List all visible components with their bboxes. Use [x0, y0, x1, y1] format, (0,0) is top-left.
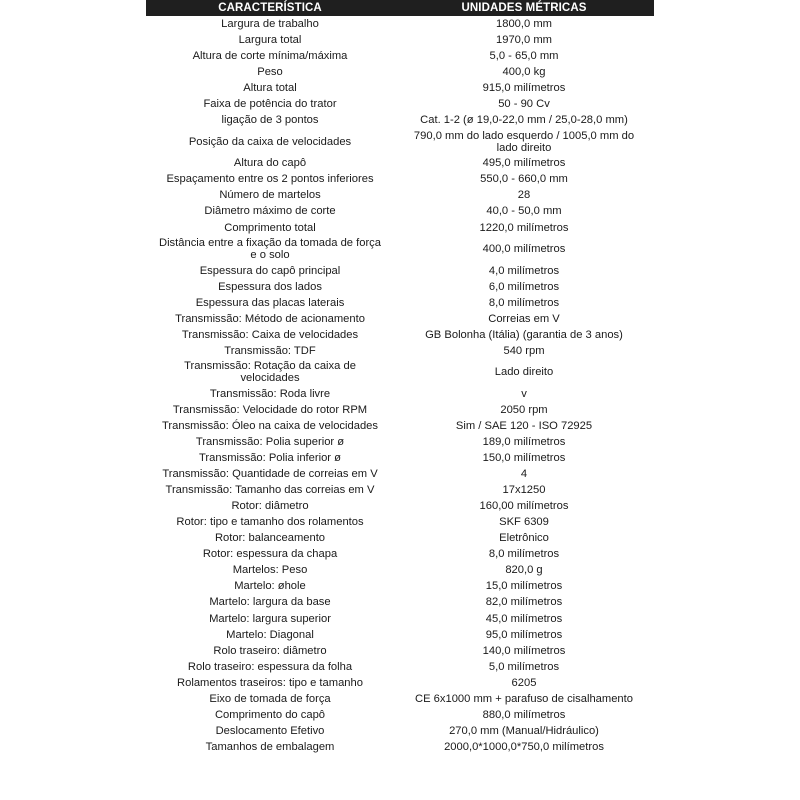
characteristic-cell: Altura total — [243, 82, 297, 95]
metric-value-cell: 8,0 milímetros — [488, 296, 560, 309]
metric-value-cell: 270,0 mm (Manual/Hidráulico) — [449, 724, 599, 737]
table-header-row — [146, 0, 654, 16]
table-row — [146, 16, 654, 32]
characteristic-cell: ligação de 3 pontos — [221, 114, 319, 127]
table-row — [146, 691, 654, 707]
characteristic-cell: Rotor: espessura da chapa — [202, 548, 338, 561]
header-metric-units: UNIDADES MÉTRICAS — [394, 0, 654, 16]
characteristic-cell: Transmissão: Óleo na caixa de velocidades — [162, 419, 378, 432]
metric-value-cell: 880,0 milímetros — [482, 708, 566, 721]
metric-value-cell: 150,0 milímetros — [482, 452, 566, 465]
characteristic-cell: Martelo: øhole — [234, 580, 306, 593]
header-characteristic: CARACTERÍSTICA — [146, 0, 394, 16]
metric-value-cell: 5,0 - 65,0 mm — [489, 50, 559, 63]
table-row — [146, 263, 654, 279]
table-row — [146, 236, 654, 263]
table-row — [146, 578, 654, 594]
metric-value-cell: CE 6x1000 mm + parafuso de cisalhamento — [415, 692, 633, 705]
metric-value-cell: Cat. 1-2 (ø 19,0-22,0 mm / 25,0-28,0 mm) — [420, 114, 628, 127]
metric-value-cell: 1970,0 mm — [496, 34, 552, 47]
table-row — [146, 203, 654, 219]
metric-value-cell: 160,00 milímetros — [479, 500, 569, 513]
characteristic-cell: Distância entre a fixação da tomada de força e o solo — [158, 237, 381, 262]
metric-value-cell: 820,0 g — [505, 564, 543, 577]
characteristic-cell: Transmissão: Método de acionamento — [175, 312, 365, 325]
characteristic-cell: Rolamentos traseiros: tipo e tamanho — [177, 676, 363, 689]
metric-value-cell: 550,0 - 660,0 mm — [480, 173, 568, 186]
characteristic-cell: Rotor: tipo e tamanho dos rolamentos — [176, 516, 364, 529]
characteristic-cell: Transmissão: Polia superior ø — [195, 436, 345, 448]
characteristic-cell: Martelos: Peso — [232, 564, 308, 577]
table-row — [146, 155, 654, 171]
characteristic-cell: Diâmetro máximo de corte — [204, 205, 336, 218]
metric-value-cell: 1800,0 mm — [496, 18, 552, 31]
table-row — [146, 450, 654, 466]
table-row — [146, 187, 654, 203]
characteristic-cell: Transmissão: Quantidade de correias em V — [162, 468, 378, 481]
table-row — [146, 514, 654, 530]
table-row — [146, 327, 654, 343]
table-row — [146, 64, 654, 80]
table-row — [146, 279, 654, 295]
metric-value-cell: 17x1250 — [502, 484, 546, 497]
metric-value-cell: 495,0 milímetros — [482, 157, 566, 170]
metric-value-cell: 15,0 milímetros — [485, 580, 563, 593]
metric-value-cell: GB Bolonha (Itália) (garantia de 3 anos) — [425, 328, 623, 341]
metric-value-cell: 8,0 milímetros — [488, 548, 560, 561]
metric-value-cell: SKF 6309 — [499, 516, 549, 529]
characteristic-cell: Espaçamento entre os 2 pontos inferiores — [166, 173, 374, 186]
characteristic-cell: Número de martelos — [219, 189, 321, 202]
metric-value-cell: Correias em V — [488, 312, 560, 325]
characteristic-cell: Martelo: largura superior — [209, 612, 331, 625]
table-row — [146, 128, 654, 155]
characteristic-cell: Comprimento do capô — [214, 708, 326, 721]
metric-value-cell: 50 - 90 Cv — [498, 98, 550, 111]
table-row — [146, 32, 654, 48]
metric-value-cell: 1220,0 milímetros — [479, 221, 569, 234]
table-row — [146, 295, 654, 311]
metric-value-cell: 189,0 milímetros — [482, 436, 566, 448]
metric-value-cell: 40,0 - 50,0 mm — [486, 205, 562, 218]
metric-value-cell: 4,0 milímetros — [488, 264, 560, 277]
table-row — [146, 594, 654, 610]
metric-value-cell: 140,0 milímetros — [482, 644, 566, 657]
table-row — [146, 643, 654, 659]
metric-value-cell: 400,0 milímetros — [482, 243, 566, 256]
characteristic-cell: Faixa de potência do trator — [203, 98, 337, 111]
metric-value-cell: Lado direito — [494, 366, 554, 379]
metric-value-cell: 400,0 kg — [502, 66, 546, 79]
characteristic-cell: Espessura do capô principal — [199, 264, 341, 277]
characteristic-cell: Transmissão: Velocidade do rotor RPM — [172, 403, 368, 416]
characteristic-cell: Eixo de tomada de força — [209, 692, 331, 705]
characteristic-cell: Deslocamento Efetivo — [215, 724, 325, 737]
table-row — [146, 386, 654, 402]
table-row — [146, 220, 654, 236]
metric-value-cell: 45,0 milímetros — [485, 612, 563, 625]
table-row — [146, 359, 654, 386]
characteristic-cell: Rotor: diâmetro — [231, 500, 309, 513]
table-row — [146, 434, 654, 450]
table-row — [146, 466, 654, 482]
characteristic-cell: Espessura das placas laterais — [195, 296, 345, 309]
characteristic-cell: Transmissão: Polia inferior ø — [199, 452, 341, 465]
table-row — [146, 171, 654, 187]
table-row — [146, 611, 654, 627]
table-row — [146, 311, 654, 327]
metric-value-cell: v — [521, 387, 527, 400]
metric-value-cell: 6205 — [511, 676, 537, 689]
table-row — [146, 546, 654, 562]
metric-value-cell: 915,0 milímetros — [482, 82, 566, 95]
table-row — [146, 343, 654, 359]
table-row — [146, 96, 654, 112]
metric-value-cell: 2000,0*1000,0*750,0 milímetros — [444, 740, 604, 753]
characteristic-cell: Transmissão: Tamanho das correias em V — [165, 484, 375, 497]
table-body — [146, 16, 654, 755]
metric-value-cell: 82,0 milímetros — [485, 596, 563, 609]
characteristic-cell: Transmissão: Roda livre — [209, 387, 331, 400]
table-row — [146, 418, 654, 434]
metric-value-cell: 95,0 milímetros — [485, 628, 563, 641]
characteristic-cell: Transmissão: Caixa de velocidades — [181, 328, 359, 341]
table-row — [146, 739, 654, 755]
table-row — [146, 530, 654, 546]
table-row — [146, 80, 654, 96]
characteristic-cell: Rolo traseiro: diâmetro — [213, 644, 327, 657]
characteristic-cell: Transmissão: TDF — [224, 344, 316, 357]
table-row — [146, 48, 654, 64]
characteristic-cell: Comprimento total — [224, 221, 316, 234]
characteristic-cell: Altura do capô — [233, 157, 307, 170]
metric-value-cell: 790,0 mm do lado esquerdo / 1005,0 mm do lado direito — [413, 129, 635, 154]
characteristic-cell: Peso — [257, 66, 283, 79]
metric-value-cell: 4 — [520, 468, 528, 481]
table-row — [146, 659, 654, 675]
table-row — [146, 402, 654, 418]
metric-value-cell: Eletrônico — [499, 532, 549, 545]
characteristic-cell: Rolo traseiro: espessura da folha — [187, 660, 353, 673]
characteristic-cell: Martelo: largura da base — [209, 596, 331, 609]
table-row — [146, 562, 654, 578]
metric-value-cell: Sim / SAE 120 - ISO 72925 — [455, 419, 593, 432]
metric-value-cell: 28 — [517, 189, 531, 202]
spec-table — [146, 0, 654, 755]
characteristic-cell: Martelo: Diagonal — [226, 628, 314, 641]
metric-value-cell: 2050 rpm — [500, 403, 548, 416]
table-row — [146, 482, 654, 498]
characteristic-cell: Tamanhos de embalagem — [205, 740, 335, 753]
metric-value-cell: 5,0 milímetros — [488, 660, 560, 673]
metric-value-cell: 540 rpm — [503, 344, 545, 357]
table-row — [146, 498, 654, 514]
table-row — [146, 627, 654, 643]
characteristic-cell: Largura de trabalho — [221, 18, 319, 31]
characteristic-cell: Altura de corte mínima/máxima — [192, 50, 348, 63]
table-row — [146, 675, 654, 691]
characteristic-cell: Transmissão: Rotação da caixa de velocidades — [184, 360, 356, 385]
table-row — [146, 707, 654, 723]
characteristic-cell: Rotor: balanceamento — [214, 532, 326, 545]
table-row — [146, 723, 654, 739]
characteristic-cell: Largura total — [238, 34, 302, 47]
metric-value-cell: 6,0 milímetros — [488, 280, 560, 293]
characteristic-cell: Espessura dos lados — [218, 280, 322, 293]
characteristic-cell: Posição da caixa de velocidades — [188, 135, 352, 148]
table-row — [146, 112, 654, 128]
